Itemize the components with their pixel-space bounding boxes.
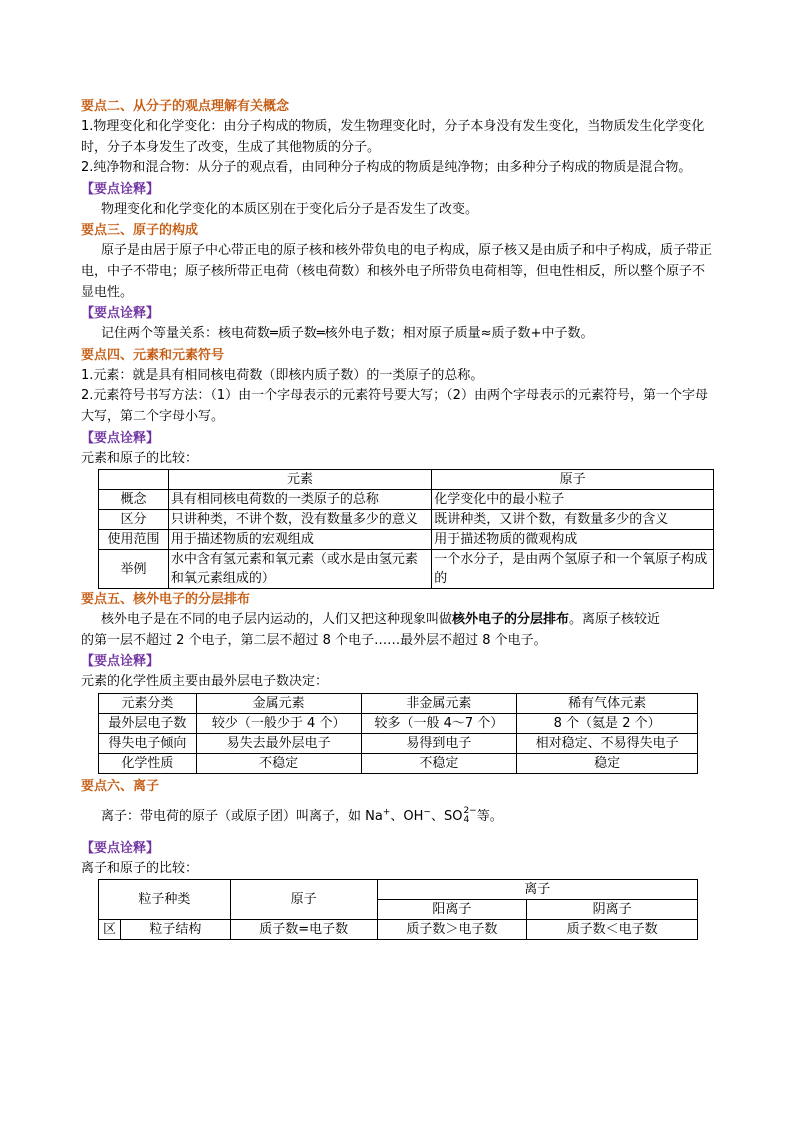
table-cell: 化学变化中的最小粒子 (432, 490, 714, 510)
charge-superscript: + (382, 807, 391, 818)
text-run: 离子：带电荷的原子（或原子团）叫离子，如 Na (101, 808, 383, 824)
paragraph: 1.物理变化和化学变化：由分子构成的物质，发生物理变化时，分子本身没有发生变化，当物质发生化学变化时，分子本身发生了改变，生成了其他物质的分子。 (81, 119, 705, 155)
table-cell: 一个水分子，是由两个氢原子和一个氧原子构成的 (432, 550, 714, 589)
text-run: 、SO (430, 808, 463, 824)
paragraph: 原子是由居于原子中心带正电的原子核和核外带负电的电子构成，原子核又是由质子和中子构成，质子带正电，中子不带电；原子核所带正电荷（核电荷数）和核外电子所带负电荷相等，但电性相反，所以整个原子不显电性。 (81, 243, 713, 300)
ion-atom-comparison-table (98, 879, 698, 940)
table-row (99, 920, 698, 940)
table-cell: 较少（一般少于 4 个） (196, 713, 361, 733)
table-row (99, 713, 698, 733)
table-header-cell: 阴离子 (527, 900, 698, 920)
paragraph (81, 610, 713, 631)
paragraph: 的第一层不超过 2 个电子，第二层不超过 8 个电子……最外层不超过 8 个电子。 (81, 632, 547, 648)
table-header-cell (99, 470, 169, 490)
table-cell: 既讲种类，又讲个数，有数量多少的含义 (432, 510, 714, 530)
table-row (99, 530, 714, 550)
table-cell: 用于描述物质的宏观组成 (168, 530, 431, 550)
charge-superscript: − (423, 807, 431, 818)
table-cell: 较多（一般 4～7 个） (361, 713, 517, 733)
section-heading: 要点五、核外电子的分层排布 (81, 592, 251, 608)
table-intro: 元素的化学性质主要由最外层电子数决定： (81, 674, 329, 690)
paragraph: 记住两个等量关系：核电荷数═质子数═核外电子数；相对原子质量≈质子数+中子数。 (101, 326, 594, 342)
table-header-cell: 非金属元素 (361, 693, 517, 713)
section-heading: 要点三、原子的构成 (81, 223, 199, 239)
table-cell: 稳定 (517, 753, 698, 773)
element-property-table (98, 693, 698, 774)
table-intro: 元素和原子的比较： (81, 450, 199, 466)
table-cell: 不稳定 (361, 753, 517, 773)
table-header-cell: 金属元素 (196, 693, 361, 713)
table-header-cell: 阳离子 (377, 900, 527, 920)
table-cell: 得失电子倾向 (99, 733, 197, 753)
document-page (81, 96, 713, 940)
table-cell: 质子数＞电子数 (377, 920, 527, 940)
table-cell: 粒子结构 (120, 920, 230, 940)
charge-superscript: 2− (463, 806, 477, 817)
table-header-cell: 稀有气体元素 (517, 693, 698, 713)
table-cell: 使用范围 (99, 530, 169, 550)
table-cell: 质子数=电子数 (230, 920, 377, 940)
table-header-cell: 离子 (377, 880, 697, 900)
table-cell: 8 个（氦是 2 个） (517, 713, 698, 733)
element-atom-comparison-table (98, 469, 714, 589)
table-row (99, 733, 698, 753)
table-cell: 易得到电子 (361, 733, 517, 753)
table-cell: 不稳定 (196, 753, 361, 773)
key-note-tag: 【要点诠释】 (81, 306, 160, 322)
table-header-cell: 元素 (168, 470, 431, 490)
table-cell: 用于描述物质的微观构成 (432, 530, 714, 550)
table-header-cell: 原子 (230, 880, 377, 920)
key-note-tag: 【要点诠释】 (81, 654, 160, 670)
table-header-row (99, 470, 714, 490)
text-run: 、OH (390, 808, 424, 824)
bold-term: 核外电子的分层排布 (452, 612, 570, 628)
table-cell: 易失去最外层电子 (196, 733, 361, 753)
paragraph: 2.元素符号书写方法：（1）由一个字母表示的元素符号要大写；（2）由两个字母表示的元素符号，第一个字母大写，第二个字母小写。 (81, 388, 708, 424)
table-intro: 离子和原子的比较： (81, 860, 199, 876)
table-cell: 最外层电子数 (99, 713, 197, 733)
paragraph: 1.元素：就是具有相同核电荷数（即核内质子数）的一类原子的总称。 (81, 367, 484, 383)
text-run: 。离原子核较近 (569, 612, 661, 628)
table-row (99, 753, 698, 773)
subscript: 4 (463, 815, 470, 826)
table-row (99, 510, 714, 530)
sulfate-charge-stack (463, 807, 476, 825)
table-cell: 概念 (99, 490, 169, 510)
table-header-cell: 元素分类 (99, 693, 197, 713)
key-note-tag: 【要点诠释】 (81, 181, 160, 197)
table-cell: 只讲种类，不讲个数，没有数量多少的意义 (168, 510, 431, 530)
text-run: 等。 (476, 808, 503, 824)
table-header-cell: 粒子种类 (99, 880, 231, 920)
table-header-row (99, 880, 698, 900)
paragraph: 2.纯净物和混合物：从分子的观点看，由同种分子构成的物质是纯净物；由多种分子构成的物质是混合物。 (81, 160, 692, 176)
key-note-tag: 【要点诠释】 (81, 840, 160, 856)
table-row (99, 550, 714, 589)
table-cell: 区 (99, 920, 121, 940)
table-cell: 相对稳定、不易得失电子 (517, 733, 698, 753)
table-cell: 化学性质 (99, 753, 197, 773)
table-cell: 质子数＜电子数 (527, 920, 698, 940)
table-cell: 具有相同核电荷数的一类原子的总称 (168, 490, 431, 510)
table-row (99, 490, 714, 510)
paragraph: 物理变化和化学变化的本质区别在于变化后分子是否发生了改变。 (101, 201, 479, 217)
table-cell: 水中含有氢元素和氧元素（或水是由氢元素和氧元素组成的） (168, 550, 431, 589)
section-heading: 要点二、从分子的观点理解有关概念 (81, 99, 290, 114)
key-note-tag: 【要点诠释】 (81, 430, 160, 446)
table-header-row (99, 693, 698, 713)
ion-definition (81, 807, 713, 828)
table-header-cell: 原子 (432, 470, 714, 490)
table-cell: 举例 (99, 550, 169, 589)
table-cell: 区分 (99, 510, 169, 530)
section-heading: 要点四、元素和元素符号 (81, 347, 225, 363)
text-run: 核外电子是在不同的电子层内运动的，人们又把这种现象叫做 (101, 612, 453, 628)
section-heading: 要点六、离子 (81, 778, 160, 794)
